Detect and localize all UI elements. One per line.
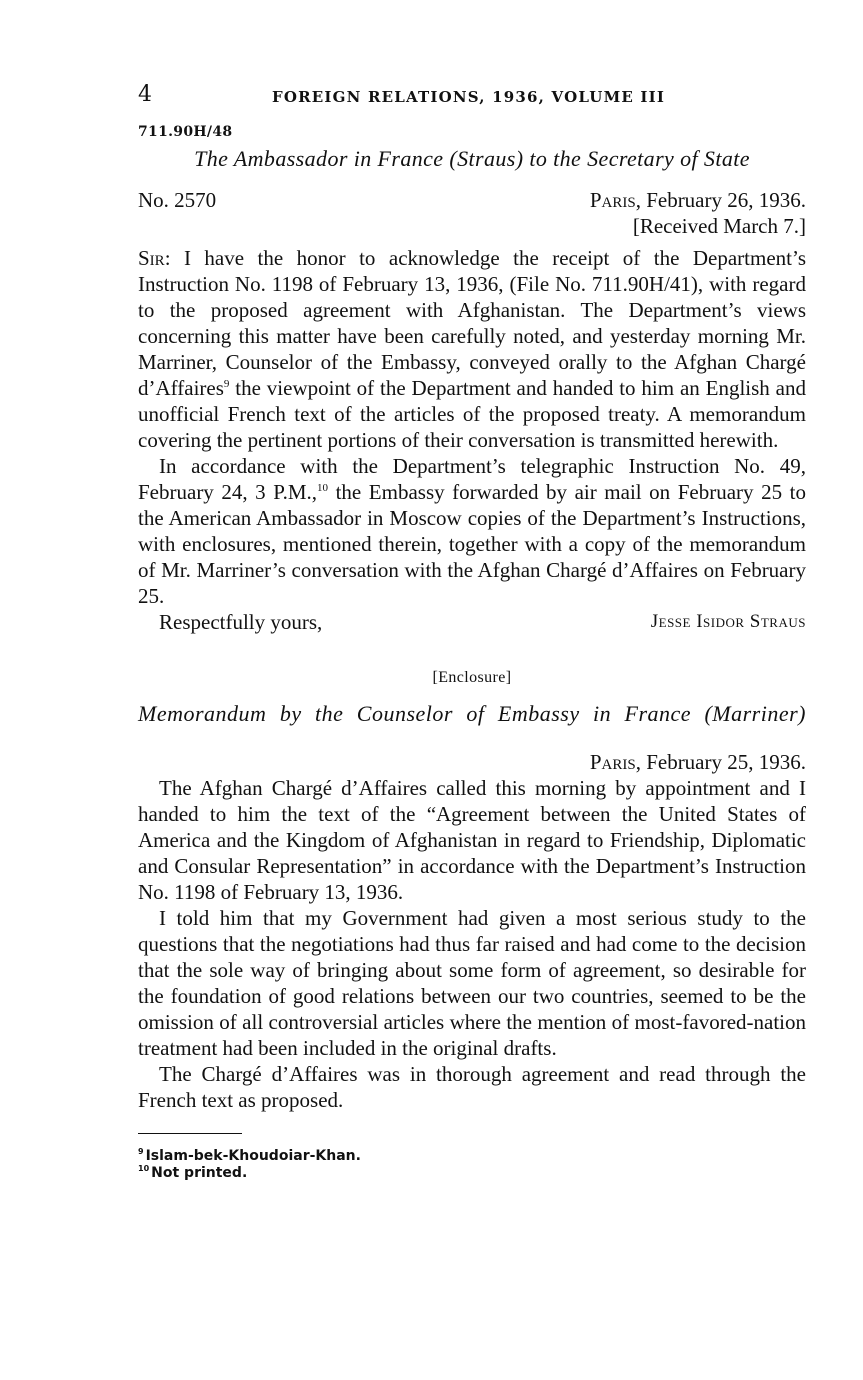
footnote-10 (138, 1165, 806, 1182)
footnote-9 (138, 1148, 806, 1165)
memo-paragraph-2: I told him that my Government had given a most serious study to the questions that the negotiations had thus far raised and had come to the decision that the sole way of bringing about some form of agreement, so desirable for the foundation of good relations between our two countries, seemed to be the omission of all controversial articles where the mention of most-favored-nation treatment had been included in the original drafts. (138, 906, 806, 1060)
running-head (138, 78, 806, 112)
memo-date: , February 25, 1936. (635, 750, 806, 774)
closing: Respectfully yours, (159, 610, 323, 634)
letter-paragraph-2-cont: the Embassy forwarded by air mail on February 25 to the American Ambassador in Moscow copies of the Department’s Instructions, with enclosures, mentioned therein, together with a copy of the memorandum of Mr. Marriner’s conversation with the Afghan Chargé d’Affaires on February 25. (138, 480, 806, 608)
memo-paragraph-3: The Chargé d’Affaires was in thorough agreement and read through the French text as proposed. (138, 1062, 806, 1112)
memo-title: Memorandum by the Counselor of Embassy in France (Marriner) (138, 701, 806, 726)
file-reference: 711.90H/48 (138, 124, 233, 140)
letter-paragraph-2 (138, 453, 806, 609)
dispatch-number: No. 2570 (138, 188, 217, 212)
document-page (138, 78, 806, 1182)
letter-paragraph-1 (138, 245, 806, 453)
salutation: Sir (138, 246, 165, 270)
footnote-text: Not printed. (151, 1165, 248, 1181)
signature: Jesse Isidor Straus (650, 611, 806, 632)
footnote-divider (138, 1133, 242, 1134)
page-number: 4 (138, 82, 152, 107)
closing-row (138, 609, 806, 635)
memo-dateline (138, 749, 806, 775)
dispatch-date: , February 26, 1936. (635, 188, 806, 212)
letter-paragraph-2-text: In accordance with the Department’s telegraphic Instruction No. 49, February 24, 3 P.M., (138, 454, 806, 504)
footnotes (138, 1148, 806, 1182)
running-head-title: FOREIGN RELATIONS, 1936, VOLUME III (272, 88, 666, 106)
footnote-ref-9: 9 (223, 378, 230, 390)
memo-place: Paris (589, 750, 636, 774)
memo-paragraph-1: The Afghan Chargé d’Affaires called this morning by appointment and I handed to him the text of the “Agreement between the United States of America and the Kingdom of Afghanistan in regard to Friendship, Diplomatic and Consular Representation” in accordance with the Department’s Instruction No. 1198 of February 13, 1936. (138, 776, 806, 904)
dispatch-place: Paris (589, 188, 636, 212)
letter-paragraph-1-cont: the viewpoint of the Department and handed to him an English and unofficial French text of the articles of the proposed treaty. A memorandum covering the pertinent portions of their conversation is transmitted herewith. (138, 376, 806, 452)
footnote-ref-10: 10 (317, 482, 329, 494)
enclosure-label: [Enclosure] (432, 669, 512, 686)
letter-paragraph-1-text: : I have the honor to acknowledge the receipt of the Department’s Instruction No. 1198 of February 13, 1936, (File No. 711.90H/41), with regard to the proposed agreement with Afghanistan. The Department’s views concerning this matter have been carefully noted, and yesterday morning Mr. Marriner, Counselor of the Embassy, conveyed orally to the Afghan Chargé d’Affaires (138, 246, 806, 400)
dispatch-meta (138, 187, 806, 213)
footnote-mark: 10 (138, 1164, 150, 1174)
document-title: The Ambassador in France (Straus) to the Secretary of State (194, 146, 750, 171)
footnote-mark: 9 (138, 1147, 144, 1157)
footnote-text: Islam-bek-Khoudoiar-Khan. (145, 1148, 361, 1164)
received-date: [Received March 7.] (632, 214, 806, 238)
dispatch-dateline (590, 187, 806, 213)
